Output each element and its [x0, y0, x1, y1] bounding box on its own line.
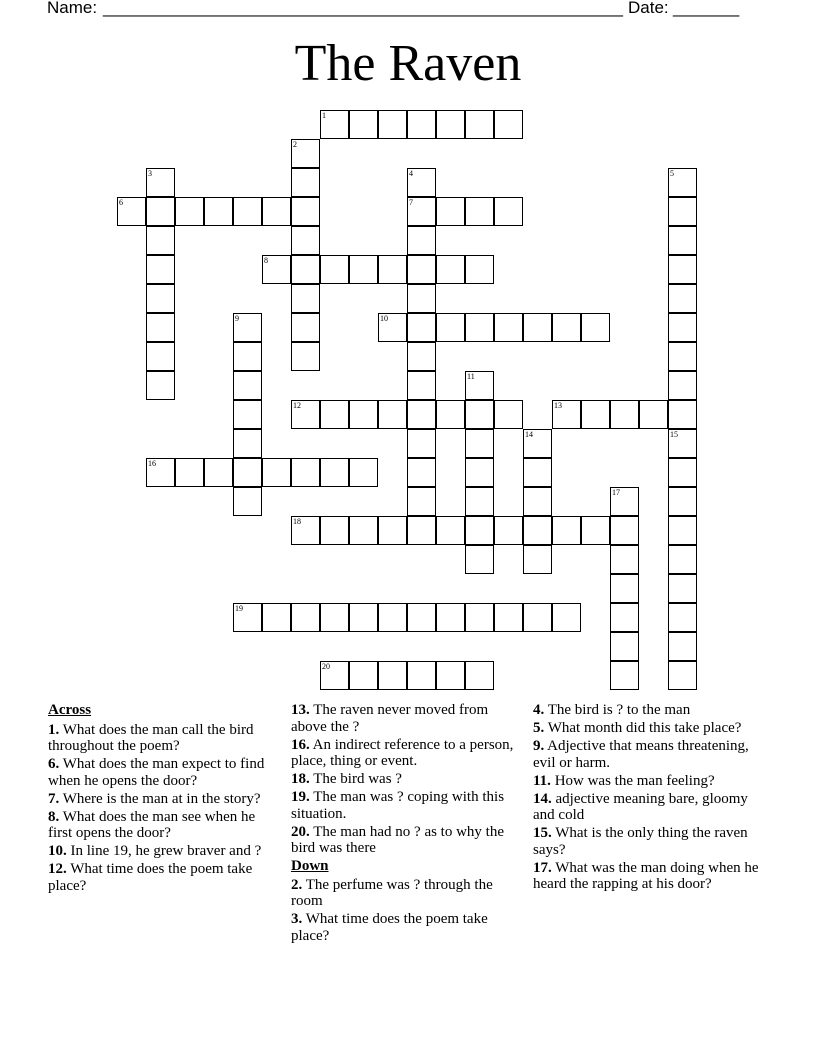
grid-cell[interactable] [523, 429, 552, 458]
clue-number: 4 [409, 169, 413, 178]
clue-text: The perfume was ? through the room [291, 876, 493, 909]
grid-cell[interactable] [523, 603, 552, 632]
grid-cell[interactable] [668, 574, 697, 603]
clue-num: 11. [533, 772, 551, 789]
clue-across-item [48, 722, 280, 755]
grid-cell[interactable] [552, 400, 581, 429]
clue-num: 17. [533, 859, 552, 876]
grid-cell[interactable] [523, 487, 552, 516]
grid-cell[interactable] [668, 284, 697, 313]
grid-cell[interactable] [465, 603, 494, 632]
grid-cell[interactable] [233, 400, 262, 429]
across-heading: Across [48, 702, 92, 718]
clue-number: 6 [119, 198, 123, 207]
grid-cell[interactable] [668, 226, 697, 255]
clue-text: What was the man doing when he heard the rapping at his door? [533, 859, 759, 892]
grid-cell[interactable] [320, 400, 349, 429]
clue-text: The man had no ? as to why the bird was there [291, 823, 505, 856]
grid-cell[interactable] [407, 487, 436, 516]
grid-cell[interactable] [146, 168, 175, 197]
grid-cell[interactable] [610, 545, 639, 574]
clue-number: 17 [612, 488, 620, 497]
clue-down-item [533, 825, 773, 858]
grid-cell[interactable] [117, 197, 146, 226]
clue-down-item [291, 877, 526, 910]
grid-cell[interactable] [581, 313, 610, 342]
clue-num: 15. [533, 825, 552, 841]
grid-cell[interactable] [436, 110, 465, 139]
grid-cell[interactable] [349, 516, 378, 545]
grid-cell[interactable] [233, 487, 262, 516]
date-line[interactable]: _______ [673, 0, 740, 17]
grid-cell[interactable] [436, 197, 465, 226]
clue-number: 13 [554, 401, 562, 410]
clue-text: What is the only thing the raven says? [533, 825, 748, 858]
clue-across-item [48, 756, 280, 789]
grid-cell[interactable] [494, 197, 523, 226]
grid-cell[interactable] [610, 487, 639, 516]
clue-number: 20 [322, 662, 330, 671]
clue-num: 2. [291, 876, 303, 893]
grid-cell[interactable] [407, 110, 436, 139]
grid-cell[interactable] [233, 313, 262, 342]
grid-cell[interactable] [436, 313, 465, 342]
grid-cell[interactable] [175, 458, 204, 487]
clue-num: 16. [291, 736, 310, 753]
clue-down-item [533, 702, 773, 719]
grid-cell[interactable] [262, 197, 291, 226]
clue-down-item [533, 791, 773, 824]
grid-cell[interactable] [668, 545, 697, 574]
grid-cell[interactable] [407, 197, 436, 226]
clue-down-item [533, 860, 773, 893]
clue-num: 4. [533, 702, 545, 718]
grid-cell[interactable] [233, 342, 262, 371]
clue-num: 6. [48, 756, 60, 772]
grid-cell[interactable] [320, 458, 349, 487]
grid-cell[interactable] [552, 603, 581, 632]
clue-text: The bird is ? to the man [544, 702, 691, 718]
clue-text: An indirect reference to a person, place, thing or event. [291, 736, 514, 769]
clue-text: In line 19, he grew braver and ? [66, 843, 262, 859]
grid-cell[interactable] [407, 313, 436, 342]
grid-cell[interactable] [349, 400, 378, 429]
grid-cell[interactable] [407, 603, 436, 632]
date-label: Date: [628, 0, 669, 17]
grid-cell[interactable] [436, 516, 465, 545]
clue-across-item [48, 791, 280, 808]
grid-cell[interactable] [465, 255, 494, 284]
grid-cell[interactable] [320, 110, 349, 139]
grid-cell[interactable] [668, 313, 697, 342]
clue-number: 12 [293, 401, 301, 410]
grid-cell[interactable] [552, 516, 581, 545]
grid-cell[interactable] [291, 197, 320, 226]
clue-num: 13. [291, 702, 310, 718]
grid-cell[interactable] [349, 458, 378, 487]
grid-cell[interactable] [407, 661, 436, 690]
grid-cell[interactable] [349, 661, 378, 690]
clue-across-item [291, 824, 526, 857]
grid-cell[interactable] [291, 168, 320, 197]
grid-cell[interactable] [465, 661, 494, 690]
clue-number: 18 [293, 517, 301, 526]
grid-cell[interactable] [494, 603, 523, 632]
grid-cell[interactable] [407, 255, 436, 284]
grid-cell[interactable] [146, 284, 175, 313]
clue-text: What does the man expect to find when he opens the door? [48, 756, 265, 789]
grid-cell[interactable] [494, 400, 523, 429]
grid-cell[interactable] [668, 603, 697, 632]
grid-cell[interactable] [262, 255, 291, 284]
grid-cell[interactable] [523, 545, 552, 574]
grid-cell[interactable] [320, 516, 349, 545]
grid-cell[interactable] [349, 110, 378, 139]
grid-cell[interactable] [146, 458, 175, 487]
grid-cell[interactable] [378, 516, 407, 545]
name-line[interactable]: _______________________________________________________ [103, 0, 624, 17]
clue-num: 19. [291, 789, 310, 805]
grid-cell[interactable] [378, 661, 407, 690]
clue-down-item [291, 911, 526, 944]
grid-cell[interactable] [349, 603, 378, 632]
grid-cell[interactable] [436, 603, 465, 632]
clue-num: 5. [533, 720, 545, 736]
grid-cell[interactable] [668, 197, 697, 226]
grid-cell[interactable] [523, 313, 552, 342]
grid-cell[interactable] [465, 110, 494, 139]
clue-text: The raven never moved from above the ? [291, 702, 489, 735]
grid-cell[interactable] [610, 574, 639, 603]
clue-across-item [48, 843, 280, 860]
grid-cell[interactable] [523, 458, 552, 487]
grid-cell[interactable] [146, 371, 175, 400]
grid-cell[interactable] [407, 516, 436, 545]
grid-cell[interactable] [291, 342, 320, 371]
grid-cell[interactable] [668, 458, 697, 487]
grid-cell[interactable] [668, 400, 697, 429]
grid-cell[interactable] [378, 255, 407, 284]
clue-across-item [291, 771, 526, 788]
clue-down-item [533, 773, 773, 790]
grid-cell[interactable] [262, 458, 291, 487]
grid-cell[interactable] [668, 371, 697, 400]
grid-cell[interactable] [407, 429, 436, 458]
grid-cell[interactable] [494, 516, 523, 545]
clues-column-2 [291, 702, 526, 946]
clue-down-item [533, 720, 773, 737]
grid-cell[interactable] [291, 313, 320, 342]
grid-cell[interactable] [175, 197, 204, 226]
grid-cell[interactable] [233, 197, 262, 226]
grid-cell[interactable] [436, 400, 465, 429]
clue-text: Where is the man at in the story? [59, 790, 261, 807]
grid-cell[interactable] [378, 110, 407, 139]
clues-column-3 [533, 702, 773, 894]
grid-cell[interactable] [668, 661, 697, 690]
clue-number: 10 [380, 314, 388, 323]
grid-cell[interactable] [291, 516, 320, 545]
clue-across-item [291, 737, 526, 770]
clue-number: 11 [467, 372, 475, 381]
grid-cell[interactable] [349, 255, 378, 284]
grid-cell[interactable] [291, 284, 320, 313]
grid-cell[interactable] [378, 313, 407, 342]
grid-cell[interactable] [291, 255, 320, 284]
clue-number: 1 [322, 111, 326, 120]
clue-text: What does the man see when he first opens the door? [48, 808, 256, 841]
page-title: The Raven [294, 35, 522, 92]
clue-across-item [48, 809, 280, 842]
clue-number: 2 [293, 140, 297, 149]
clue-num: 10. [48, 843, 67, 859]
clue-text: adjective meaning bare, gloomy and cold [533, 790, 748, 823]
clue-number: 3 [148, 169, 152, 178]
grid-cell[interactable] [668, 342, 697, 371]
clue-text: What month did this take place? [544, 720, 742, 736]
clue-number: 19 [235, 604, 243, 613]
grid-cell[interactable] [378, 400, 407, 429]
grid-cell[interactable] [407, 168, 436, 197]
grid-cell[interactable] [494, 313, 523, 342]
grid-cell[interactable] [610, 661, 639, 690]
grid-cell[interactable] [407, 284, 436, 313]
grid-cell[interactable] [407, 400, 436, 429]
grid-cell[interactable] [465, 313, 494, 342]
grid-cell[interactable] [523, 516, 552, 545]
grid-cell[interactable] [494, 110, 523, 139]
grid-cell[interactable] [146, 197, 175, 226]
clue-across-item [291, 789, 526, 822]
grid-cell[interactable] [233, 371, 262, 400]
grid-cell[interactable] [552, 313, 581, 342]
grid-cell[interactable] [668, 632, 697, 661]
grid-cell[interactable] [610, 400, 639, 429]
grid-cell[interactable] [581, 516, 610, 545]
grid-cell[interactable] [465, 458, 494, 487]
clue-across-item [291, 702, 526, 735]
grid-cell[interactable] [378, 603, 407, 632]
clue-text: Adjective that means threatening, evil or harm. [533, 738, 749, 771]
grid-cell[interactable] [320, 661, 349, 690]
clue-number: 8 [264, 256, 268, 265]
grid-cell[interactable] [436, 255, 465, 284]
grid-cell[interactable] [233, 429, 262, 458]
grid-cell[interactable] [668, 255, 697, 284]
clue-num: 1. [48, 721, 60, 738]
grid-cell[interactable] [146, 313, 175, 342]
grid-cell[interactable] [233, 603, 262, 632]
grid-cell[interactable] [291, 226, 320, 255]
clue-text: The man was ? coping with this situation. [291, 789, 505, 822]
clue-number: 9 [235, 314, 239, 323]
clue-across-item [48, 861, 280, 894]
grid-cell[interactable] [291, 400, 320, 429]
grid-cell[interactable] [204, 197, 233, 226]
clue-number: 14 [525, 430, 533, 439]
grid-cell[interactable] [291, 139, 320, 168]
grid-cell[interactable] [320, 603, 349, 632]
grid-cell[interactable] [465, 371, 494, 400]
grid-cell[interactable] [407, 226, 436, 255]
grid-cell[interactable] [668, 429, 697, 458]
clue-text: What does the man call the bird throughout the poem? [48, 721, 254, 754]
clue-num: 14. [533, 790, 552, 807]
clues-column-1 [48, 702, 280, 896]
clue-number: 16 [148, 459, 156, 468]
grid-cell[interactable] [204, 458, 233, 487]
clue-number: 5 [670, 169, 674, 178]
clue-text: How was the man feeling? [550, 772, 715, 789]
clue-num: 9. [533, 738, 545, 754]
grid-cell[interactable] [610, 632, 639, 661]
grid-cell[interactable] [146, 255, 175, 284]
clue-num: 12. [48, 861, 67, 877]
name-label: Name: [47, 0, 98, 17]
clue-number: 15 [670, 430, 678, 439]
grid-cell[interactable] [407, 458, 436, 487]
clue-num: 7. [48, 790, 60, 807]
grid-cell[interactable] [581, 400, 610, 429]
grid-cell[interactable] [436, 661, 465, 690]
grid-cell[interactable] [407, 342, 436, 371]
clue-num: 3. [291, 911, 303, 927]
clue-num: 8. [48, 808, 60, 825]
grid-cell[interactable] [465, 487, 494, 516]
grid-cell[interactable] [465, 400, 494, 429]
clue-text: What time does the poem take place? [291, 911, 488, 944]
clue-num: 20. [291, 823, 310, 840]
clue-num: 18. [291, 771, 310, 787]
grid-cell[interactable] [668, 516, 697, 545]
clue-number: 7 [409, 198, 413, 207]
clue-text: The bird was ? [309, 771, 402, 787]
grid-cell[interactable] [668, 168, 697, 197]
clue-text: What time does the poem take place? [48, 861, 253, 894]
grid-cell[interactable] [146, 342, 175, 371]
grid-cell[interactable] [291, 458, 320, 487]
grid-cell[interactable] [610, 516, 639, 545]
grid-cell[interactable] [465, 516, 494, 545]
grid-cell[interactable] [320, 255, 349, 284]
grid-cell[interactable] [465, 545, 494, 574]
grid-cell[interactable] [233, 458, 262, 487]
grid-cell[interactable] [610, 603, 639, 632]
clue-down-item [533, 738, 773, 771]
grid-cell[interactable] [639, 400, 668, 429]
grid-cell[interactable] [465, 429, 494, 458]
grid-cell[interactable] [465, 197, 494, 226]
down-heading: Down [291, 858, 329, 874]
grid-cell[interactable] [262, 603, 291, 632]
grid-cell[interactable] [146, 226, 175, 255]
grid-cell[interactable] [668, 487, 697, 516]
grid-cell[interactable] [291, 603, 320, 632]
grid-cell[interactable] [407, 371, 436, 400]
